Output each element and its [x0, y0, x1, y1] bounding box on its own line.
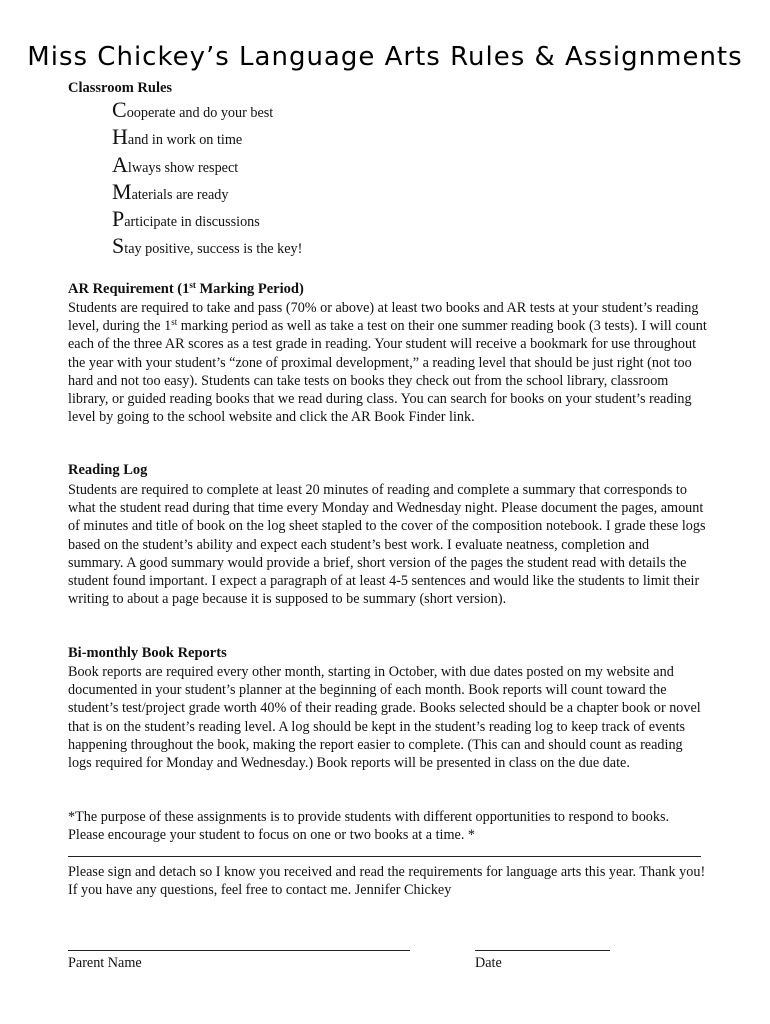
ar-requirement-heading: AR Requirement (1st Marking Period)	[68, 280, 304, 297]
date-line	[475, 950, 610, 951]
rule-item: Materials are ready	[112, 178, 229, 204]
reading-log-heading: Reading Log	[68, 462, 148, 478]
purpose-note: *The purpose of these assignments is to provide students with different opportunities to respond to books. Please encourage your student to focus on one or two books at a time. *	[68, 809, 670, 844]
date-label: Date	[475, 955, 502, 971]
detach-line	[68, 856, 701, 857]
rule-item: Hand in work on time	[112, 124, 243, 150]
book-reports-body: Book reports are required every other month, starting in October, with due dates posted on my website and documented in your student’s planner at the beginning of each month. Book reports will count toward the student’s test/project grade worth 40% of their reading grade. Books selected should be a chapter book or novel that is on the student’s reading level. A log should be kept in the student’s reading log to keep track of events happening throughout the book, making the report easier to complete. (This can and should count as reading logs required for Monday and Wednesday.) Book reports will be presented in class on the due date.	[68, 664, 701, 772]
parent-signature-line	[68, 950, 410, 951]
reading-log-body: Students are required to complete at least 20 minutes of reading and complete a summary that corresponds to what the student read during that time every Monday and Wednesday night. Please document the pages, amount of minutes and title of book on the log sheet stapled to the cover of the composition notebook. I grade these logs based on the student’s ability and expect each student’s best work. I evaluate neatness, completion and summary. A good summary would provide a brief, short version of the pages the student read with details the student found important. I expect a paragraph of at least 4-5 sentences and would like the students to limit their writing to about a page because it is supposed to be summary (short version).	[68, 482, 706, 608]
rule-item: Cooperate and do your best	[112, 97, 274, 122]
page-title: Miss Chickey’s Language Arts Rules & Assignments	[27, 42, 743, 72]
champs-rules-list	[112, 97, 303, 264]
classroom-rules-heading: Classroom Rules	[68, 80, 173, 96]
ar-requirement-body: Students are required to take and pass (70% or above) at least two books and AR tests at your student’s reading level, during the 1st marking period as well as take a test on their one summer reading book (3 tests). I will count each of the three AR scores as a test grade in reading. Your student will receive a bookmark for use throughout the year with your student’s “zone of proximal development,” a reading level that should be just right (not too hard and not too easy). Students can take tests on books they check out from the school library, classroom library, or guided reading books that we read during class. You can search for books on your student’s reading level by going to the school website and click the AR Book Finder link.	[68, 300, 707, 426]
parent-name-label: Parent Name	[68, 955, 142, 971]
rule-item: Participate in discussions	[112, 206, 260, 232]
rule-item: Stay positive, success is the key!	[112, 233, 303, 259]
book-reports-heading: Bi-monthly Book Reports	[68, 645, 227, 661]
sign-and-detach-note: Please sign and detach so I know you received and read the requirements for language arts this year. Thank you! If you have any questions, feel free to contact me. Jennifer Chickey	[68, 864, 706, 899]
rule-item: Always show respect	[112, 151, 239, 177]
